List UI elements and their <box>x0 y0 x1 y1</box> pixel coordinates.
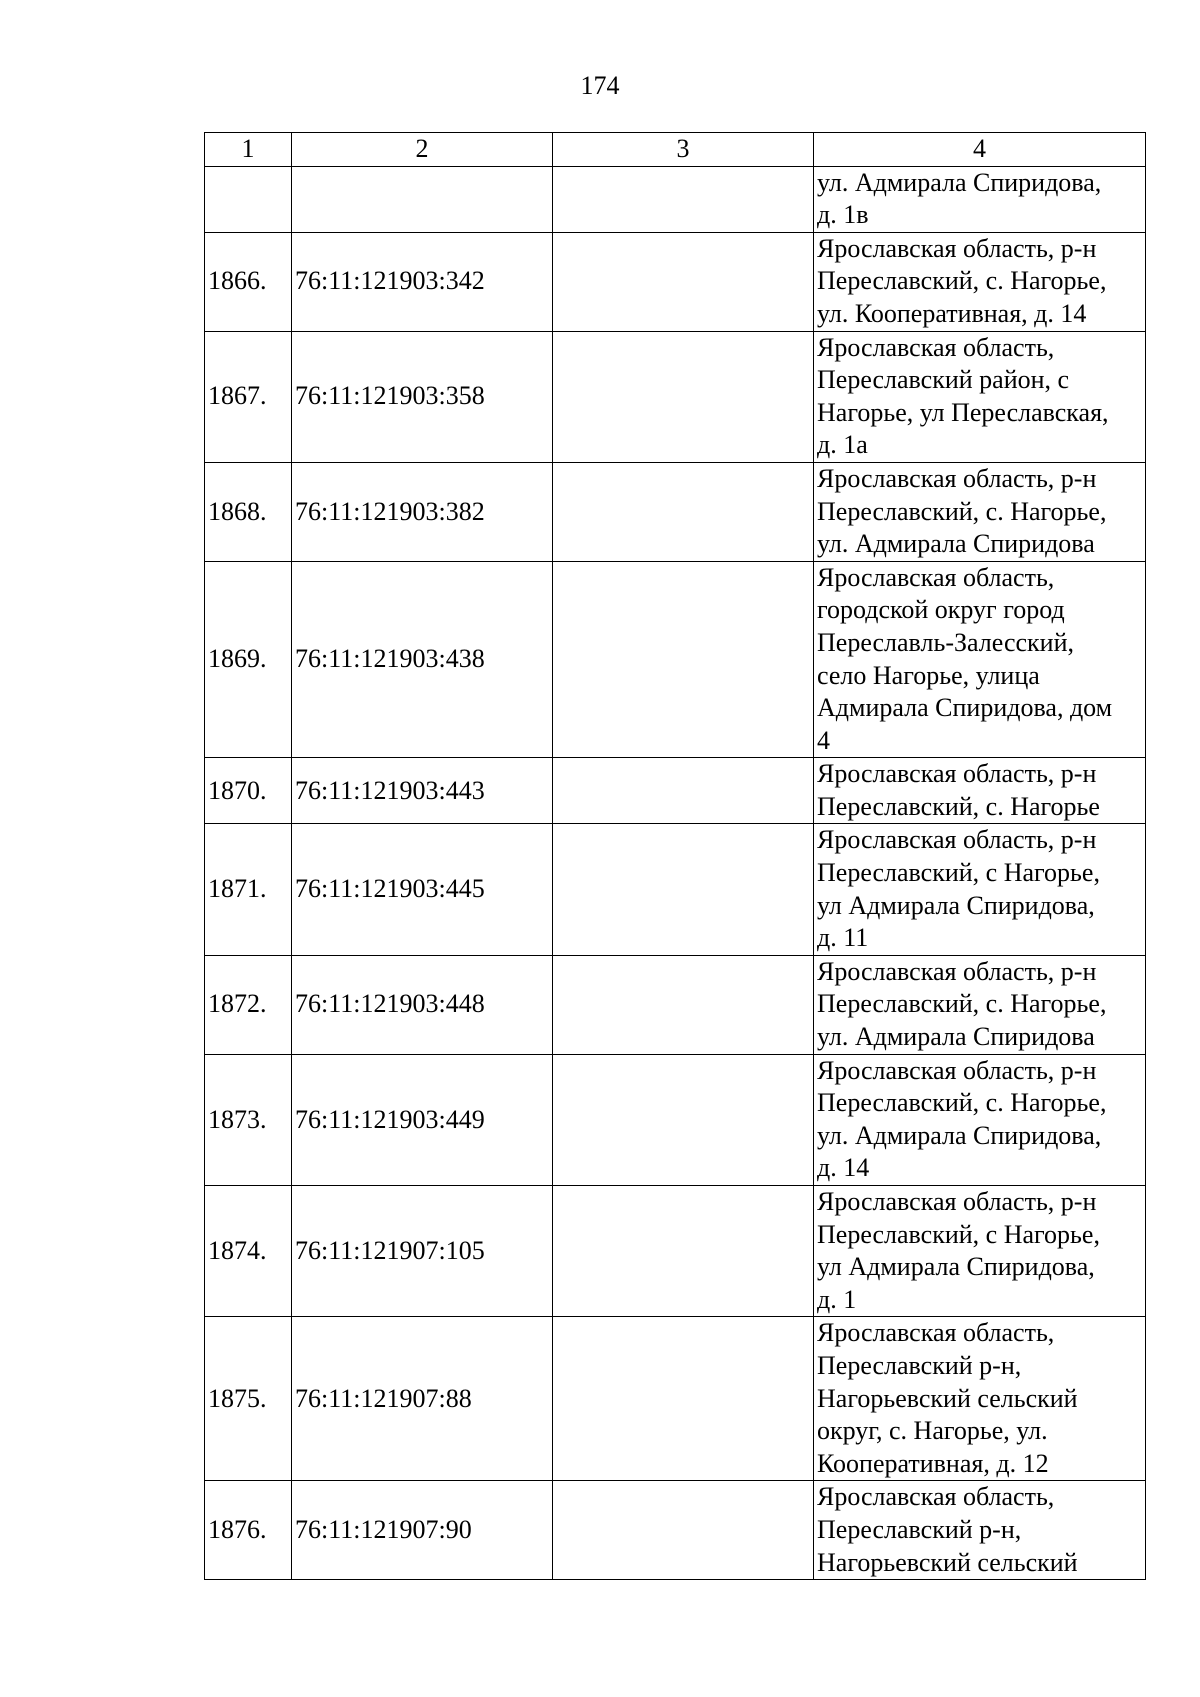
table-row <box>205 561 1146 758</box>
column-3-cell <box>553 758 814 824</box>
table-row <box>205 1054 1146 1185</box>
page-number: 174 <box>580 71 620 100</box>
column-3-cell <box>553 1481 814 1580</box>
row-number-cell: 1872. <box>205 955 292 1054</box>
cadastral-number-cell: 76:11:121907:90 <box>292 1481 553 1580</box>
address-cell: Ярославская область, Переславский р-н, Нагорьевский сельский <box>814 1481 1146 1580</box>
column-3-cell <box>553 166 814 232</box>
table-row <box>205 166 1146 232</box>
column-3-cell <box>553 1054 814 1185</box>
address-cell: Ярославская область, р-н Переславский, с. Нагорье, ул. Адмирала Спиридова, д. 14 <box>814 1054 1146 1185</box>
column-3-cell <box>553 462 814 561</box>
column-3-cell <box>553 1186 814 1317</box>
registry-table-body <box>205 133 1146 1580</box>
row-number-cell: 1871. <box>205 824 292 955</box>
table-header-row <box>205 133 1146 167</box>
row-number-cell: 1868. <box>205 462 292 561</box>
cadastral-number-cell: 76:11:121903:449 <box>292 1054 553 1185</box>
table-row <box>205 1481 1146 1580</box>
row-number-cell <box>205 166 292 232</box>
address-cell: Ярославская область, р-н Переславский, с. Нагорье <box>814 758 1146 824</box>
address-cell: Ярославская область, Переславский район, с Нагорье, ул Переславская, д. 1а <box>814 331 1146 462</box>
column-3-cell <box>553 232 814 331</box>
address-cell: Ярославская область, Переславский р-н, Нагорьевский сельский округ, с. Нагорье, ул. Кооперативная, д. 12 <box>814 1317 1146 1481</box>
column-header-2: 2 <box>292 133 553 167</box>
row-number-cell: 1876. <box>205 1481 292 1580</box>
cadastral-number-cell <box>292 166 553 232</box>
cadastral-number-cell: 76:11:121903:382 <box>292 462 553 561</box>
column-3-cell <box>553 955 814 1054</box>
column-header-3: 3 <box>553 133 814 167</box>
table-row <box>205 462 1146 561</box>
cadastral-number-cell: 76:11:121907:105 <box>292 1186 553 1317</box>
address-cell: Ярославская область, р-н Переславский, с. Нагорье, ул. Адмирала Спиридова <box>814 462 1146 561</box>
registry-table <box>204 132 1146 1580</box>
row-number-cell: 1866. <box>205 232 292 331</box>
row-number-cell: 1869. <box>205 561 292 758</box>
address-cell: Ярославская область, р-н Переславский, с Нагорье, ул Адмирала Спиридова, д. 1 <box>814 1186 1146 1317</box>
table-row <box>205 1317 1146 1481</box>
row-number-cell: 1875. <box>205 1317 292 1481</box>
cadastral-number-cell: 76:11:121903:445 <box>292 824 553 955</box>
table-row <box>205 824 1146 955</box>
column-header-4: 4 <box>814 133 1146 167</box>
cadastral-number-cell: 76:11:121903:358 <box>292 331 553 462</box>
column-3-cell <box>553 1317 814 1481</box>
cadastral-number-cell: 76:11:121903:443 <box>292 758 553 824</box>
row-number-cell: 1874. <box>205 1186 292 1317</box>
address-cell: Ярославская область, р-н Переславский, с. Нагорье, ул. Адмирала Спиридова <box>814 955 1146 1054</box>
table-row <box>205 331 1146 462</box>
cadastral-number-cell: 76:11:121903:438 <box>292 561 553 758</box>
row-number-cell: 1870. <box>205 758 292 824</box>
address-cell: Ярославская область, р-н Переславский, с. Нагорье, ул. Кооперативная, д. 14 <box>814 232 1146 331</box>
row-number-cell: 1873. <box>205 1054 292 1185</box>
table-row <box>205 232 1146 331</box>
column-3-cell <box>553 331 814 462</box>
table-row <box>205 758 1146 824</box>
table-row <box>205 1186 1146 1317</box>
table-row <box>205 955 1146 1054</box>
row-number-cell: 1867. <box>205 331 292 462</box>
column-header-1: 1 <box>205 133 292 167</box>
cadastral-number-cell: 76:11:121907:88 <box>292 1317 553 1481</box>
address-cell: ул. Адмирала Спиридова, д. 1в <box>814 166 1146 232</box>
cadastral-number-cell: 76:11:121903:448 <box>292 955 553 1054</box>
column-3-cell <box>553 824 814 955</box>
address-cell: Ярославская область, р-н Переславский, с Нагорье, ул Адмирала Спиридова, д. 11 <box>814 824 1146 955</box>
column-3-cell <box>553 561 814 758</box>
cadastral-number-cell: 76:11:121903:342 <box>292 232 553 331</box>
address-cell: Ярославская область, городской округ город Переславль-Залесский, село Нагорье, улица Адмирала Спиридова, дом 4 <box>814 561 1146 758</box>
